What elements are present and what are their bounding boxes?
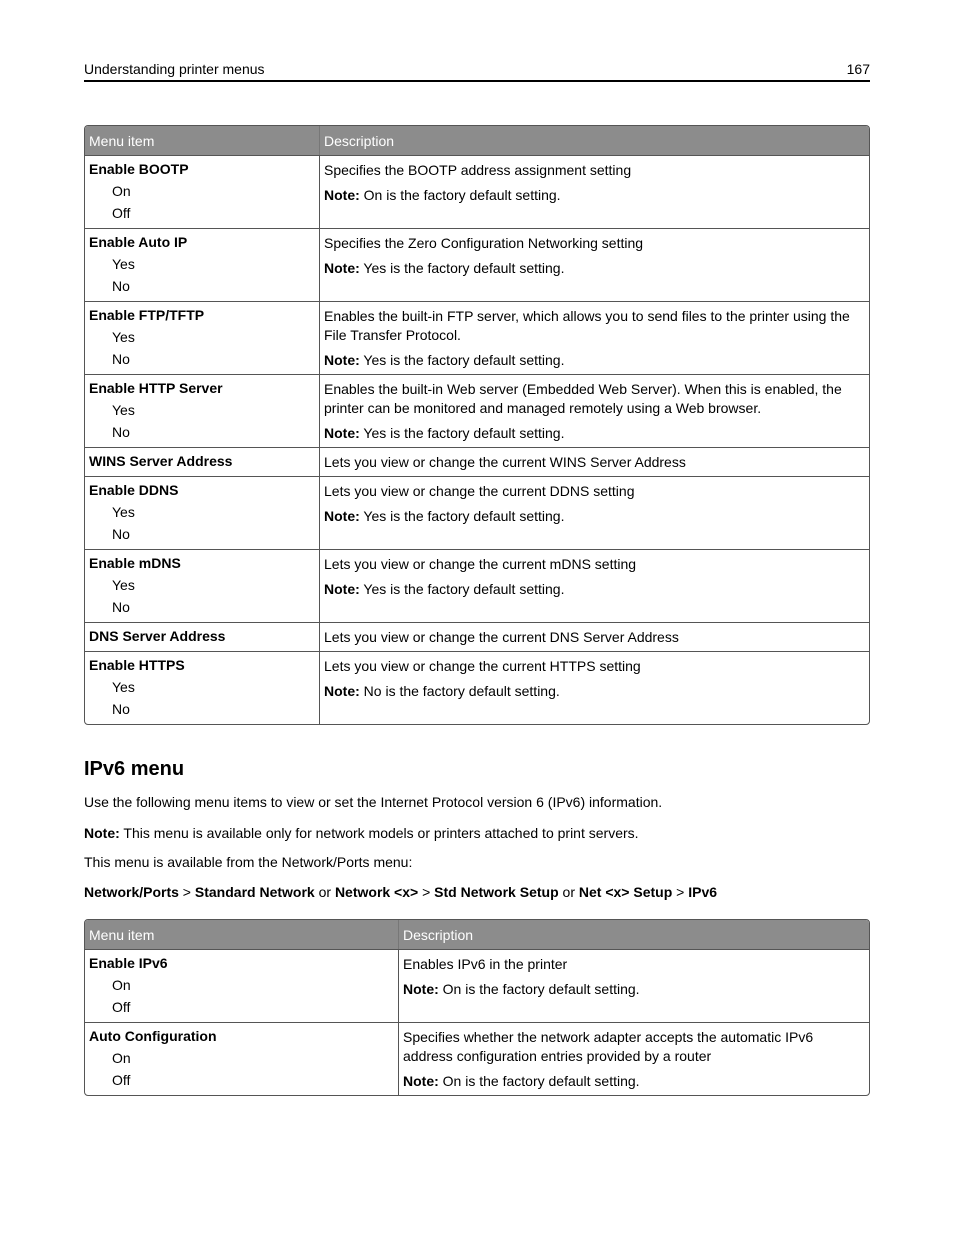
menu-item-name: Auto Configuration [89, 1028, 217, 1044]
note-text: This menu is available only for network models or printers attached to print servers. [119, 825, 639, 841]
table-row [85, 448, 869, 477]
table-row [85, 156, 869, 229]
menu-item-option: No [112, 351, 130, 367]
menu-item-option: Off [112, 999, 131, 1015]
column-header-description: Description [324, 133, 395, 149]
menu-item-note [324, 507, 865, 526]
table-row [85, 302, 869, 375]
note-label: Note: [403, 1073, 439, 1089]
path-segment: Network <x> [334, 884, 419, 900]
menu-item-name: Enable IPv6 [89, 955, 168, 971]
path-separator: or [558, 884, 579, 900]
menu-item-option: Yes [112, 256, 135, 272]
network-settings-table [84, 125, 870, 725]
table-row [85, 477, 869, 550]
column-header-description: Description [403, 927, 474, 943]
menu-item-name: DNS Server Address [89, 628, 226, 644]
menu-item-description: Enables the built-in FTP server, which allows you to send files to the printer using the File Transfer Protocol. [324, 308, 850, 343]
menu-item-option: No [112, 278, 130, 294]
note-text: No is the factory default setting. [359, 683, 560, 699]
table-row [85, 950, 869, 1023]
menu-item-option: Yes [112, 679, 135, 695]
menu-item-name: Enable Auto IP [89, 234, 188, 250]
section-intro: Use the following menu items to view or set the Internet Protocol version 6 (IPv6) information. [84, 794, 663, 810]
path-separator: > [178, 884, 195, 900]
menu-item-option: Off [112, 1072, 131, 1088]
menu-item-option: No [112, 599, 130, 615]
path-separator: > [672, 884, 689, 900]
note-label: Note: [324, 508, 360, 524]
note-text: On is the factory default setting. [438, 1073, 640, 1089]
header-title: Understanding printer menus [84, 61, 265, 77]
menu-item-option: Yes [112, 402, 135, 418]
note-label: Note: [324, 581, 360, 597]
note-label: Note: [324, 187, 360, 203]
path-segment: Standard Network [194, 884, 315, 900]
menu-item-description: Lets you view or change the current DDNS setting [324, 483, 635, 499]
table-row [85, 550, 869, 623]
page-header [84, 60, 870, 82]
menu-item-description: Specifies the BOOTP address assignment setting [324, 162, 632, 178]
note-text: Yes is the factory default setting. [359, 352, 565, 368]
note-label: Note: [403, 981, 439, 997]
note-label: Note: [324, 683, 360, 699]
menu-path [84, 883, 870, 902]
ipv6-settings-table [84, 919, 870, 1096]
menu-item-name: Enable HTTP Server [89, 380, 223, 396]
menu-item-description: Enables IPv6 in the printer [403, 956, 568, 972]
note-text: On is the factory default setting. [438, 981, 640, 997]
table-row [85, 652, 869, 724]
path-separator: > [418, 884, 435, 900]
menu-item-option: On [112, 1050, 131, 1066]
menu-item-option: Off [112, 205, 131, 221]
column-header-menu-item: Menu item [85, 126, 320, 155]
menu-item-option: Yes [112, 329, 135, 345]
note-label: Note: [324, 425, 360, 441]
table-row [85, 375, 869, 448]
menu-item-name: Enable HTTPS [89, 657, 185, 673]
note-label: Note: [324, 352, 360, 368]
table-row [85, 229, 869, 302]
note-label: Note: [84, 825, 120, 841]
path-segment: Net <x> Setup [578, 884, 673, 900]
section-note [84, 824, 870, 843]
path-segment: Network/Ports [84, 884, 179, 900]
menu-item-description: Lets you view or change the current mDNS setting [324, 556, 637, 572]
menu-item-name: Enable DDNS [89, 482, 179, 498]
note-text: Yes is the factory default setting. [359, 425, 565, 441]
path-segment: Std Network Setup [434, 884, 559, 900]
menu-item-description: Specifies the Zero Configuration Networking setting [324, 235, 644, 251]
note-text: On is the factory default setting. [359, 187, 561, 203]
menu-item-note [324, 424, 865, 443]
section-title: IPv6 menu [84, 758, 185, 780]
section-availability: This menu is available from the Network/Ports menu: [84, 854, 413, 870]
menu-item-description: Lets you view or change the current DNS Server Address [324, 629, 679, 645]
menu-item-description: Lets you view or change the current WINS Server Address [324, 454, 686, 470]
menu-item-note [324, 186, 865, 205]
menu-item-note [403, 1072, 865, 1091]
menu-item-option: No [112, 424, 130, 440]
table-row [85, 1023, 869, 1095]
table-header [85, 126, 869, 156]
menu-item-name: Enable FTP/TFTP [89, 307, 205, 323]
menu-item-note [324, 682, 865, 701]
note-text: Yes is the factory default setting. [359, 508, 565, 524]
page-number: 167 [846, 61, 870, 77]
menu-item-note [403, 980, 865, 999]
menu-item-name: Enable mDNS [89, 555, 181, 571]
menu-item-name: Enable BOOTP [89, 161, 189, 177]
column-header-menu-item: Menu item [85, 920, 399, 949]
path-segment: IPv6 [688, 884, 718, 900]
menu-item-option: On [112, 977, 131, 993]
menu-item-name: WINS Server Address [89, 453, 233, 469]
table-header [85, 920, 869, 950]
menu-item-option: Yes [112, 577, 135, 593]
menu-item-note [324, 351, 865, 370]
note-text: Yes is the factory default setting. [359, 581, 565, 597]
menu-item-note [324, 259, 865, 278]
menu-item-note [324, 580, 865, 599]
menu-item-option: No [112, 701, 130, 717]
note-text: Yes is the factory default setting. [359, 260, 565, 276]
menu-item-option: No [112, 526, 130, 542]
note-label: Note: [324, 260, 360, 276]
table-row [85, 623, 869, 652]
menu-item-option: On [112, 183, 131, 199]
path-separator: or [314, 884, 335, 900]
menu-item-option: Yes [112, 504, 135, 520]
menu-item-description: Enables the built-in Web server (Embedded Web Server). When this is enabled, the printer can be monitored and managed remotely using a Web browser. [324, 381, 842, 416]
menu-item-description: Specifies whether the network adapter accepts the automatic IPv6 address configuration entries provided by a router [403, 1029, 814, 1064]
menu-item-description: Lets you view or change the current HTTPS setting [324, 658, 641, 674]
